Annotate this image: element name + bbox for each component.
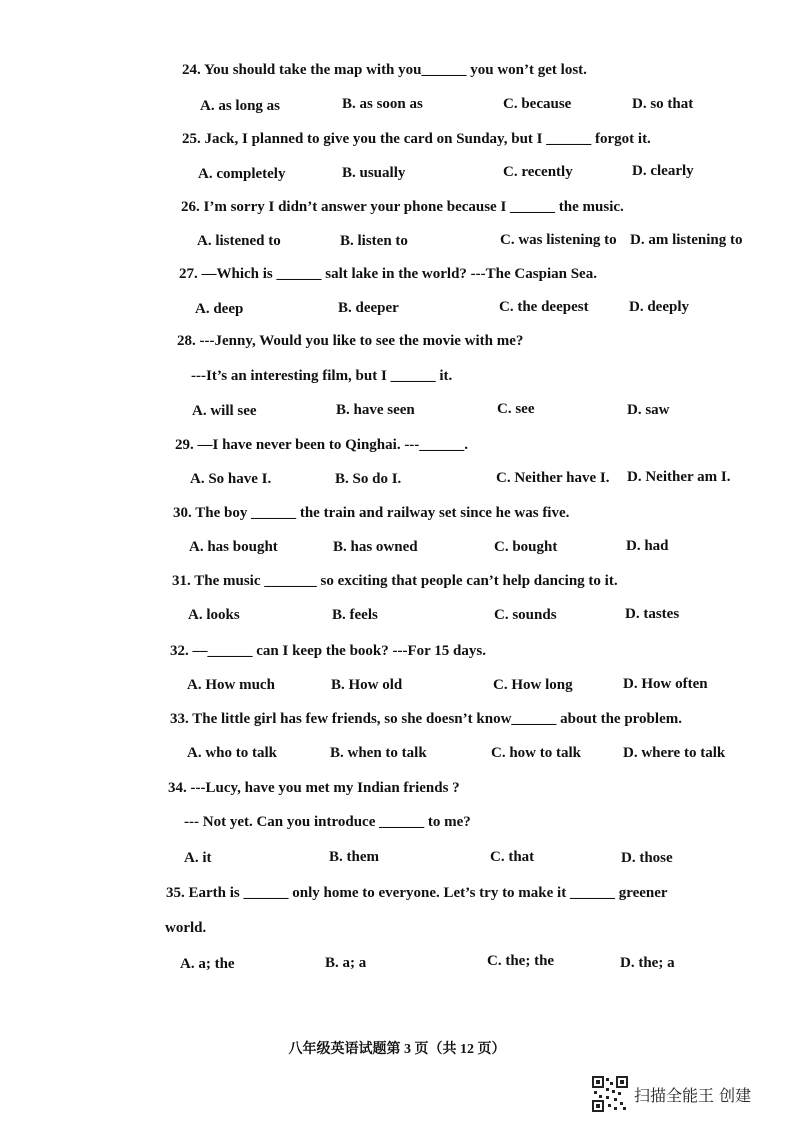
option-30b: B. has owned	[333, 539, 418, 555]
question-33: 33. The little girl has few friends, so she doesn’t know______ about the problem.	[170, 711, 682, 727]
question-35: 35. Earth is ______ only home to everyone. Let’s try to make it ______ greener	[166, 885, 668, 901]
option-32b: B. How old	[331, 677, 403, 693]
question-32: 32. —______ can I keep the book? ---For 15 days.	[170, 643, 486, 659]
option-33a: A. who to talk	[187, 745, 278, 761]
option-26c: C. was listening to	[500, 232, 617, 248]
scanner-watermark	[592, 1074, 751, 1114]
option-25c: C. recently	[503, 164, 573, 180]
option-31b: B. feels	[332, 607, 378, 623]
question-30: 30. The boy ______ the train and railway set since he was five.	[173, 505, 570, 521]
option-28d: D. saw	[627, 402, 670, 418]
option-34c: C. that	[490, 849, 535, 865]
option-27a: A. deep	[195, 301, 244, 317]
option-35d: D. the; a	[620, 955, 675, 971]
option-28b: B. have seen	[336, 402, 415, 418]
question-34-reply: --- Not yet. Can you introduce ______ to me?	[184, 814, 471, 830]
option-35a: A. a; the	[180, 956, 235, 972]
page-footer: 八年级英语试题第 3 页（共 12 页）	[288, 1042, 506, 1057]
option-30c: C. bought	[494, 539, 558, 555]
option-31d: D. tastes	[625, 606, 680, 622]
option-29c: C. Neither have I.	[496, 470, 610, 486]
option-35c: C. the; the	[487, 953, 555, 969]
option-26d: D. am listening to	[630, 232, 743, 248]
option-31c: C. sounds	[494, 607, 557, 623]
option-30d: D. had	[626, 538, 669, 554]
qr-code-icon	[592, 1076, 628, 1112]
option-27d: D. deeply	[629, 299, 689, 315]
option-29b: B. So do I.	[335, 471, 402, 487]
option-27b: B. deeper	[338, 300, 399, 316]
question-35-continued: world.	[165, 920, 207, 936]
option-26a: A. listened to	[197, 233, 281, 249]
question-28-reply: ---It’s an interesting film, but I ______ it.	[191, 368, 453, 384]
option-33c: C. how to talk	[491, 745, 582, 761]
option-35b: B. a; a	[325, 955, 367, 971]
option-34a: A. it	[184, 850, 212, 866]
option-24b: B. as soon as	[342, 96, 423, 112]
option-29a: A. So have I.	[190, 471, 272, 487]
option-30a: A. has bought	[189, 539, 278, 555]
option-31a: A. looks	[188, 607, 240, 623]
option-28a: A. will see	[192, 403, 257, 419]
option-32a: A. How much	[187, 677, 275, 693]
option-32d: D. How often	[623, 676, 708, 692]
option-24d: D. so that	[632, 96, 694, 112]
question-34: 34. ---Lucy, have you met my Indian friends ?	[168, 780, 460, 796]
option-34d: D. those	[621, 850, 673, 866]
option-25b: B. usually	[342, 165, 406, 181]
question-24: 24. You should take the map with you______ you won’t get lost.	[182, 62, 587, 78]
option-33d: D. where to talk	[623, 745, 726, 761]
option-24c: C. because	[503, 96, 572, 112]
option-24a: A. as long as	[200, 98, 281, 114]
question-27: 27. —Which is ______ salt lake in the world? ---The Caspian Sea.	[179, 266, 597, 282]
option-32c: C. How long	[493, 677, 573, 693]
question-31: 31. The music _______ so exciting that people can’t help dancing to it.	[172, 573, 618, 589]
option-34b: B. them	[329, 849, 379, 865]
option-33b: B. when to talk	[330, 745, 427, 761]
question-28: 28. ---Jenny, Would you like to see the movie with me?	[177, 333, 524, 349]
question-25: 25. Jack, I planned to give you the card on Sunday, but I ______ forgot it.	[182, 131, 651, 147]
question-29: 29. —I have never been to Qinghai. ---______.	[175, 437, 469, 453]
option-25d: D. clearly	[632, 163, 694, 179]
option-25a: A. completely	[198, 166, 286, 182]
option-29d: D. Neither am I.	[627, 469, 731, 485]
watermark-text: 扫描全能王 创建	[634, 1085, 752, 1105]
question-26: 26. I’m sorry I didn’t answer your phone because I ______ the music.	[181, 199, 624, 215]
option-27c: C. the deepest	[499, 299, 589, 315]
option-28c: C. see	[497, 401, 535, 417]
option-26b: B. listen to	[340, 233, 408, 249]
